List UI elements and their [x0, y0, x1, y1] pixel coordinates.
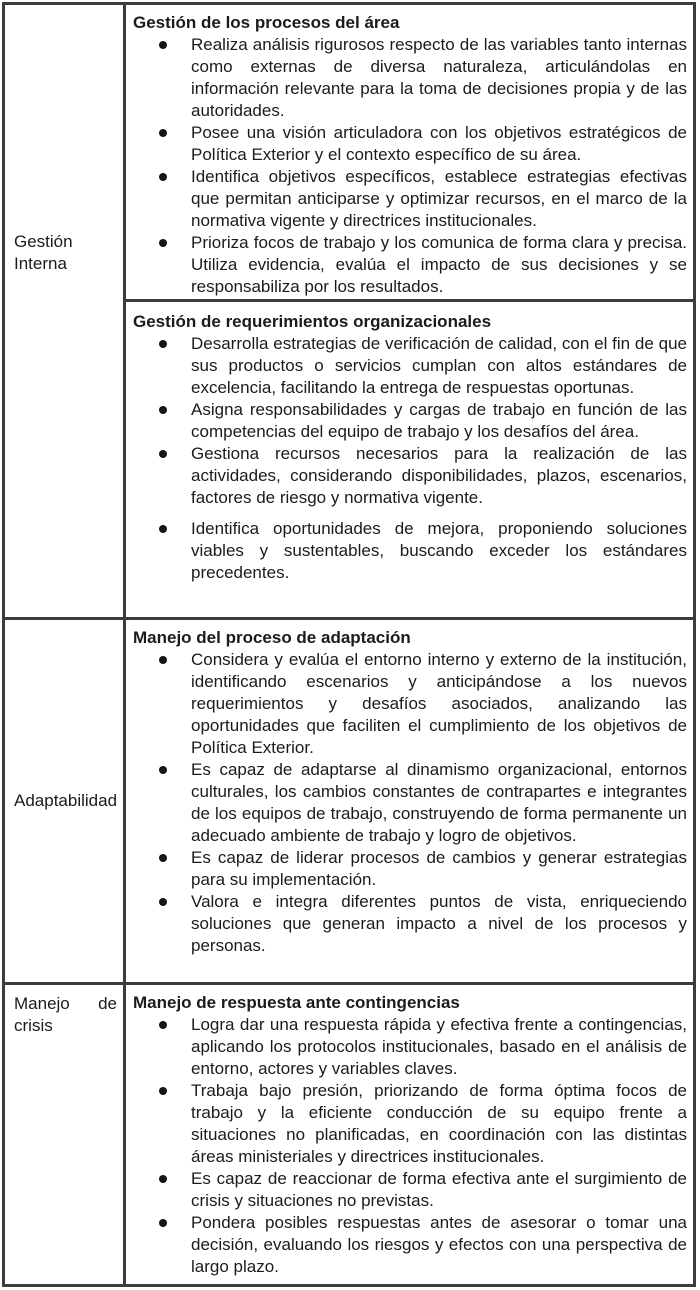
- bullet-icon: [159, 898, 167, 906]
- bullet-item: [133, 891, 687, 957]
- bullet-text: Identifica objetivos específicos, establece estrategias efectivas que permitan anticiparse y optimizar recursos, en el marco de la normativa vigente y directrices institucionales.: [191, 167, 687, 230]
- bullet-icon: [159, 41, 167, 49]
- bullet-item: [133, 333, 687, 399]
- bullet-list: [133, 649, 687, 957]
- bullet-text: Asigna responsabilidades y cargas de trabajo en función de las competencias del equipo de trabajo y los desafíos del área.: [191, 400, 687, 441]
- section-heading: Gestión de los procesos del área: [133, 13, 400, 32]
- bullet-text: Valora e integra diferentes puntos de vista, enriqueciendo soluciones que generan impacto a nivel de los procesos y personas.: [191, 892, 687, 955]
- bullet-icon: [159, 525, 167, 533]
- row-content-cell-adaptabilidad: [126, 617, 693, 982]
- row-label: Manejo de crisis: [14, 994, 117, 1035]
- bullet-text: Logra dar una respuesta rápida y efectiva frente a contingencias, aplicando los protocolos institucionales, basado en el análisis de entorno, actores y variables claves.: [191, 1015, 687, 1078]
- bullet-item: [133, 518, 687, 584]
- bullet-text: Es capaz de adaptarse al dinamismo organizacional, entornos culturales, los cambios constantes de contrapartes e integrantes de los equipos de trabajo, construyendo de forma permanente un adecuado ambiente de trabajo y logro de objetivos.: [191, 760, 687, 845]
- section-gestion-requerimientos: [126, 302, 693, 584]
- bullet-item: [133, 122, 687, 166]
- bullet-icon: [159, 450, 167, 458]
- bullet-item: [133, 232, 687, 298]
- bullet-list: [133, 333, 687, 584]
- bullet-icon: [159, 239, 167, 247]
- bullet-icon: [159, 1219, 167, 1227]
- bullet-icon: [159, 766, 167, 774]
- bullet-text: Trabaja bajo presión, priorizando de forma óptima focos de trabajo y la eficiente conducción de su equipo frente a situaciones no planificadas, en coordinación con las distintas áreas ministeriales y directrices institucionales.: [191, 1081, 687, 1166]
- bullet-text: Posee una visión articuladora con los objetivos estratégicos de Política Exterior y el contexto específico de su área.: [191, 123, 687, 164]
- bullet-item: [133, 399, 687, 443]
- bullet-item: [133, 34, 687, 122]
- bullet-item: [133, 1080, 687, 1168]
- bullet-icon: [159, 173, 167, 181]
- section-manejo-adaptacion: [126, 620, 693, 957]
- bullet-text: Gestiona recursos necesarios para la realización de las actividades, considerando disponibilidades, plazos, escenarios, factores de riesgo y normativa vigente.: [191, 444, 687, 507]
- bullet-text: Prioriza focos de trabajo y los comunica de forma clara y precisa. Utiliza evidencia, evalúa el impacto de sus decisiones y se responsabiliza por los resultados.: [191, 233, 687, 296]
- section-gestion-procesos-area: [126, 5, 693, 302]
- section-heading: Gestión de requerimientos organizacionales: [133, 312, 492, 331]
- section-heading: Manejo del proceso de adaptación: [133, 628, 411, 647]
- row-content-cell-manejo-crisis: [126, 982, 693, 1284]
- bullet-item: [133, 1014, 687, 1080]
- bullet-text: Es capaz de reaccionar de forma efectiva ante el surgimiento de crisis y situaciones no previstas.: [191, 1169, 687, 1210]
- bullet-icon: [159, 340, 167, 348]
- bullet-item: [133, 1168, 687, 1212]
- bullet-list: [133, 34, 687, 298]
- bullet-item: [133, 443, 687, 509]
- bullet-icon: [159, 656, 167, 664]
- row-label-cell-adaptabilidad: [5, 617, 126, 982]
- section-respuesta-contingencias: [126, 985, 693, 1278]
- bullet-icon: [159, 406, 167, 414]
- competency-table: [2, 2, 696, 1287]
- bullet-icon: [159, 1021, 167, 1029]
- bullet-item: [133, 847, 687, 891]
- row-label-cell-gestion-interna: [5, 5, 126, 617]
- bullet-icon: [159, 1175, 167, 1183]
- bullet-item: [133, 759, 687, 847]
- row-label: Gestión Interna: [14, 232, 73, 273]
- row-content-cell-gestion-interna: [126, 5, 693, 617]
- bullet-text: Desarrolla estrategias de verificación de calidad, con el fin de que sus productos o servicios cumplan con altos estándares de excelencia, facilitando la entrega de respuestas oportunas.: [191, 334, 687, 397]
- bullet-icon: [159, 129, 167, 137]
- bullet-text: Es capaz de liderar procesos de cambios y generar estrategias para su implementación.: [191, 848, 687, 889]
- row-label: Adaptabilidad: [14, 791, 118, 810]
- bullet-text: Realiza análisis rigurosos respecto de las variables tanto internas como externas de diversa naturaleza, articulándolas en información relevante para la toma de decisiones propia y de las autoridades.: [191, 35, 687, 120]
- bullet-icon: [159, 854, 167, 862]
- bullet-text: Pondera posibles respuestas antes de asesorar o tomar una decisión, evaluando los riesgos y efectos con una perspectiva de largo plazo.: [191, 1213, 687, 1276]
- bullet-text: Considera y evalúa el entorno interno y externo de la institución, identificando escenarios y anticipándose a los nuevos requerimientos y desafíos asociados, analizando las oportunidades que faciliten el cumplimiento de los objetivos de Política Exterior.: [191, 650, 687, 757]
- bullet-item: [133, 166, 687, 232]
- bullet-item: [133, 1212, 687, 1278]
- bullet-text: Identifica oportunidades de mejora, proponiendo soluciones viables y sustentables, buscando exceder los estándares precedentes.: [191, 519, 687, 582]
- section-heading: Manejo de respuesta ante contingencias: [133, 993, 460, 1012]
- bullet-icon: [159, 1087, 167, 1095]
- bullet-item: [133, 649, 687, 759]
- row-label-cell-manejo-crisis: [5, 982, 126, 1284]
- bullet-list: [133, 1014, 687, 1278]
